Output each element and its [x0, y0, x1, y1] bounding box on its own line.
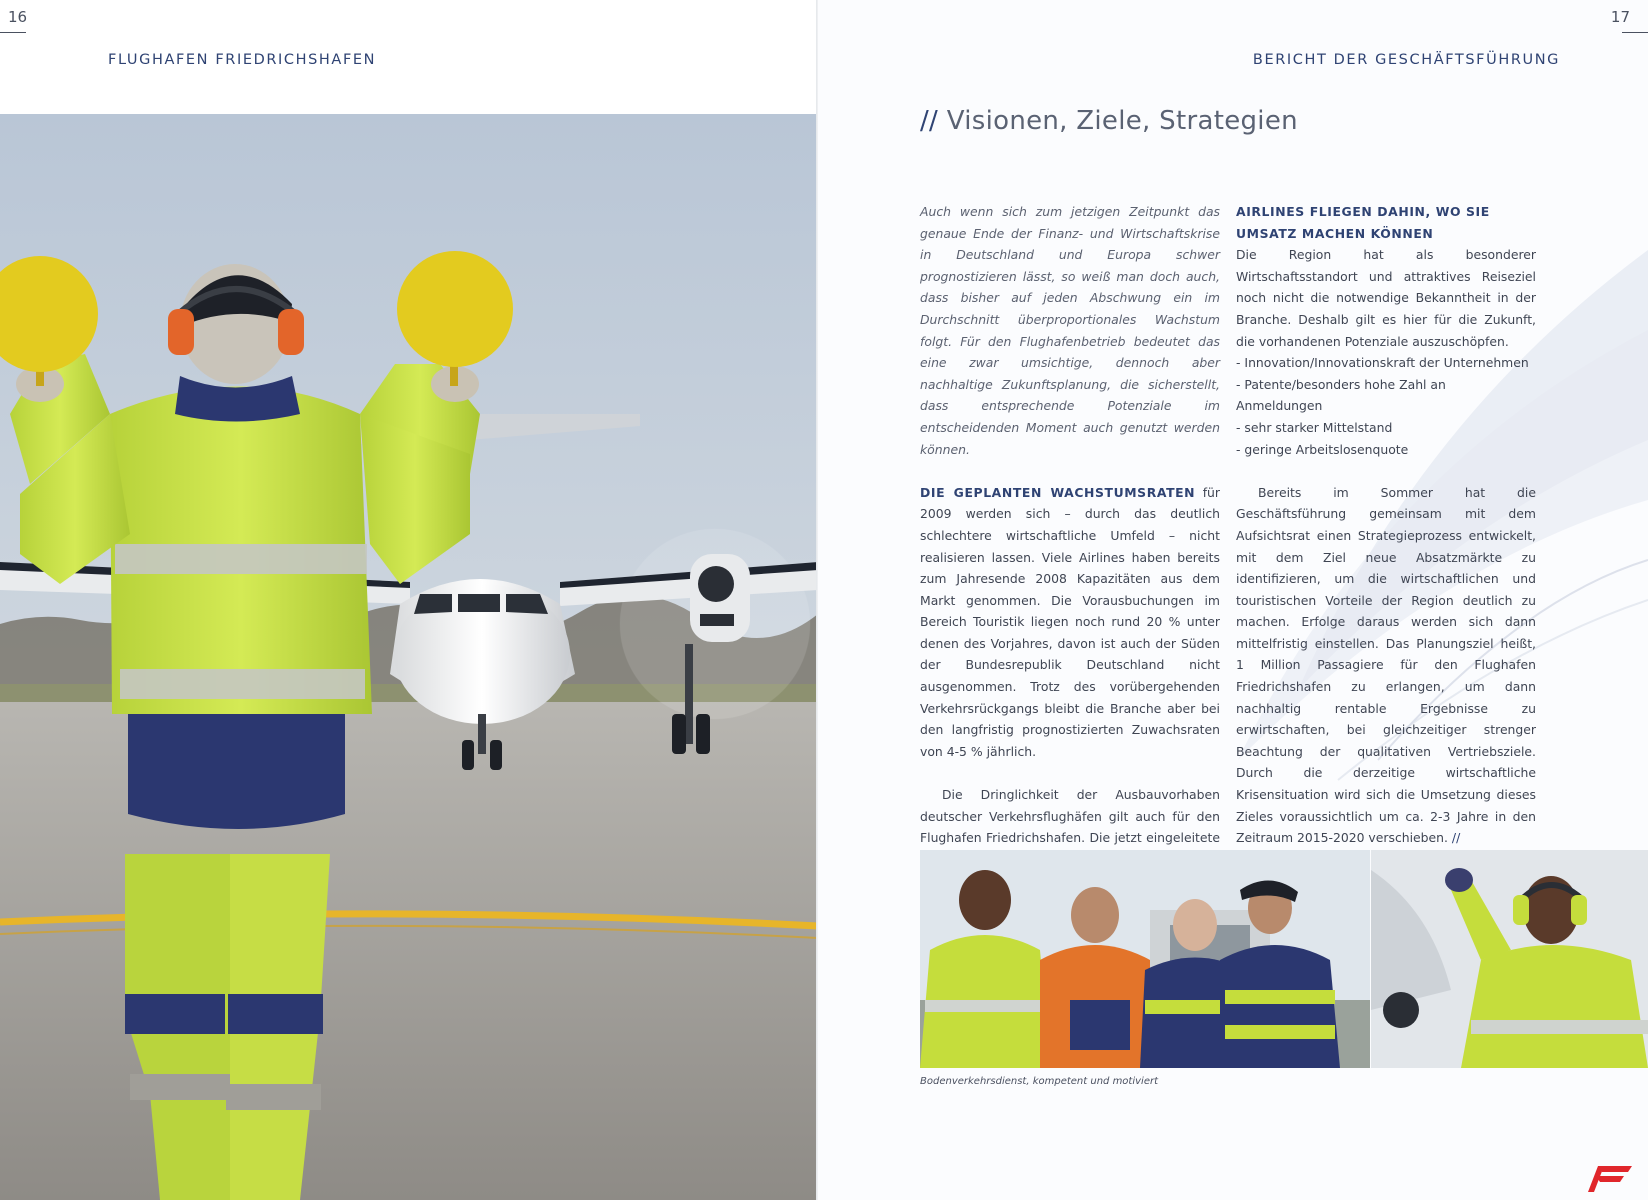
- section-growth-text: für 2009 werden sich – durch das deutlich schlechtere wirtschaftliche Umfeld – nicht realisieren lassen. Viele Airlines haben bereits zum Jahresende 2008 Kapazitäten aus dem Markt genommen. Die Vorausbuchungen im Bereich Touristik liegen noch rund 20 % unter denen des Vorjahres, davon ist auch der Süden der Bundesrepublik Deutschland nicht ausgenommen. Trotz des vorübergehenden Verkehrsrückgangs bleibt die Branche aber bei den langfristig prognostizierten Zuwachsraten von 4-5 % jährlich.: [920, 484, 1221, 759]
- text-column-right: [1236, 201, 1536, 849]
- section-airlines-heading: AIRLINES FLIEGEN DAHIN, WO SIE UMSATZ MACHEN KÖNNEN: [1236, 204, 1490, 241]
- right-page: [818, 0, 1648, 1200]
- list-item: - geringe Arbeitslosenquote: [1236, 441, 1409, 457]
- list-item: - Innovation/Innovationskraft der Unternehmen: [1236, 355, 1529, 371]
- photo-caption: Bodenverkehrsdienst, kompetent und motiviert: [920, 1076, 1159, 1087]
- running-head-right: BERICHT DER GESCHÄFTSFÜHRUNG: [1252, 52, 1560, 68]
- running-head-left: FLUGHAFEN FRIEDRICHSHAFEN: [108, 52, 377, 68]
- page-number-rule-right: [1622, 32, 1648, 33]
- airport-logo-icon: [1588, 1164, 1632, 1194]
- marshaller-photo: [0, 114, 818, 1200]
- title-text: Visionen, Ziele, Strategien: [946, 106, 1298, 136]
- page-number-right: 17: [1610, 8, 1630, 26]
- page-number-left: 16: [8, 8, 28, 26]
- ground-crew-illustration: [920, 850, 1370, 1068]
- worker-photo: [1371, 850, 1648, 1068]
- left-page: [0, 0, 818, 1200]
- section-airlines-text: Die Region hat als besonderer Wirtschaftsstandort und attraktives Reiseziel noch nicht die notwendige Bekanntheit in der Branche. Deshalb gilt es hier für die Zukunft, die vorhandenen Potenziale auszuschöpfen.: [1236, 247, 1536, 349]
- strategy-text: Bereits im Sommer hat die Geschäftsführung gemeinsam mit dem Aufsichtsrat einen Strategieprozess entwickelt, mit dem Ziel neue Absatzmärkte zu identifizieren, um die wirtschaftlichen und touristischen Vorteile der Region deutlich zu machen. Erfolge daraus werden sich dann mittelfristig einstellen. Das Planungsziel heißt, 1 Million Passagiere für den Flughafen Friedrichshafen zu erlangen, um dann nachhaltig rentable Ergebnisse zu erwirtschaften, bei gleichzeitiger strenger Beachtung der qualitativen Vertriebsziele. Durch die derzeitige wirtschaftliche Krisensituation wird sich die Umsetzung dieses Zieles voraussichtlich um ca. 2-3 Jahre in den Zeitraum 2015-2020 verschieben.: [1236, 484, 1536, 846]
- strengths-list: [1236, 352, 1536, 460]
- worker-illustration: [1371, 850, 1648, 1068]
- list-item: - Patente/besonders hohe Zahl an Anmeldungen: [1236, 376, 1446, 414]
- ground-crew-photo: [920, 850, 1370, 1068]
- title-slashes: //: [920, 106, 939, 136]
- marshaller-illustration: [0, 114, 818, 1200]
- intro-paragraph: Auch wenn sich zum jetzigen Zeitpunkt das genaue Ende der Finanz- und Wirtschaftskrise in Deutschland und Europa schwer prognostizieren lässt, so weiß man doch auch, dass bisher auf jeden Abschwung ein im Durchschnitt überproportionales Wachstum folgt. Für den Flughafenbetrieb bedeutet das eine zwar umsichtige, dennoch aber nachhaltige Zukunftsplanung, die sicherstellt, dass entsprechende Potenziale im entscheidenden Moment auch genutzt werden können.: [920, 204, 1220, 457]
- page-number-rule-left: [0, 32, 26, 33]
- section-growth: [920, 482, 1220, 763]
- end-mark: //: [1447, 830, 1461, 846]
- text-column-left: [920, 201, 1220, 914]
- strategy-paragraph: [1236, 482, 1536, 849]
- page-title: [920, 106, 1298, 136]
- expansion-paragraph: Die Dringlichkeit der Ausbauvorhaben deutscher Verkehrsflughäfen gilt auch für den Flughafen Friedrichshafen. Die jetzt eingeleitete: [920, 787, 1220, 846]
- list-item: - sehr starker Mittelstand: [1236, 419, 1393, 435]
- section-growth-heading: DIE GEPLANTEN WACHSTUMSRATEN: [920, 484, 1196, 500]
